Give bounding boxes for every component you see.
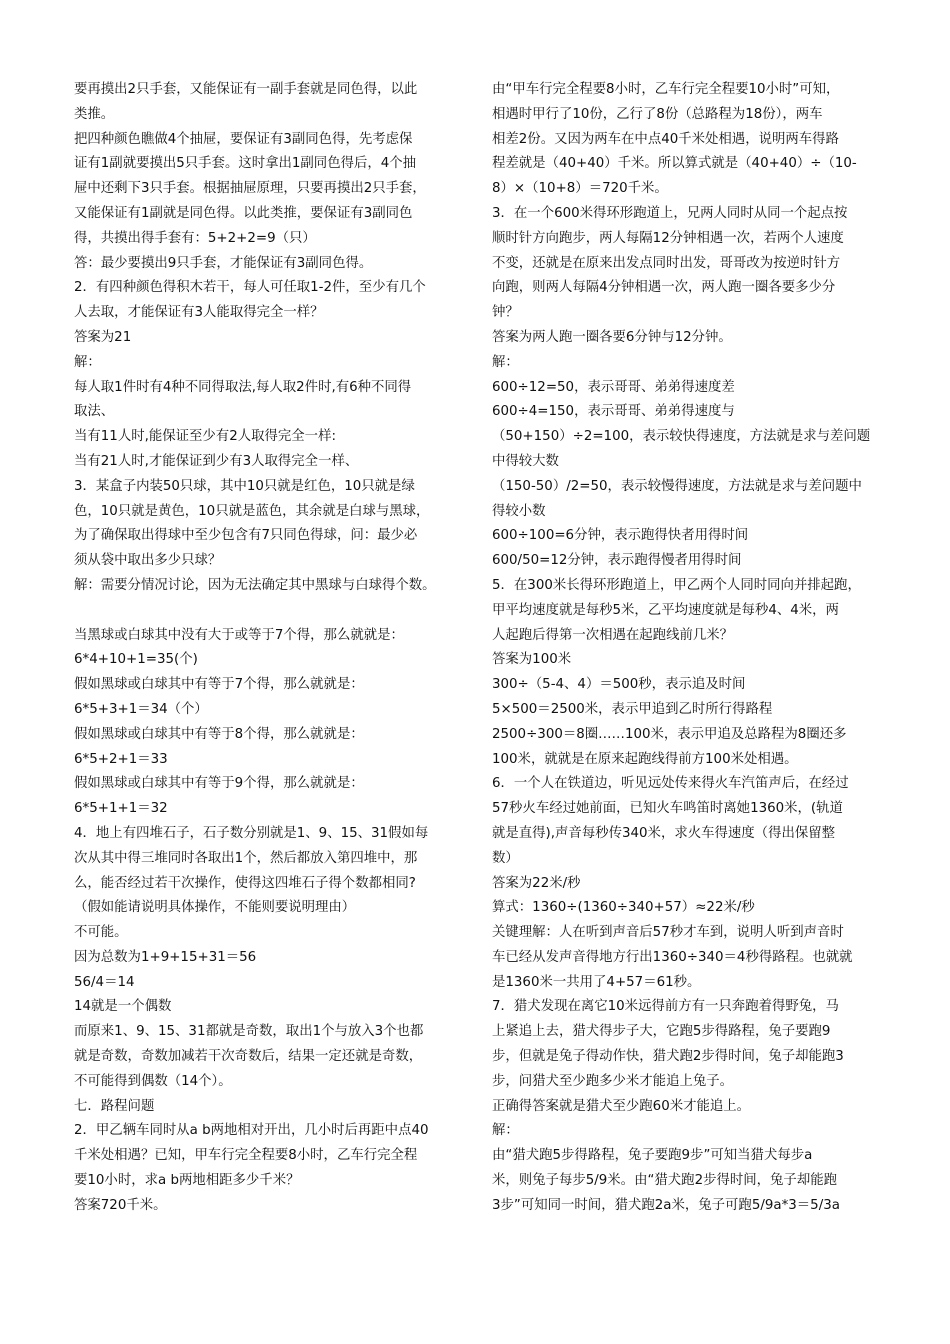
left-text-line: 人去取，才能保证有3人能取得完全一样？: [74, 305, 324, 321]
left-column: [74, 78, 466, 1219]
left-text-line: 每人取1件时有4种不同得取法,每人取2件时,有6种不同得: [74, 379, 412, 395]
left-text-line: 6*5+2+1＝33: [74, 751, 168, 767]
right-text-line: 顺时针方向跑步，两人每隔12分钟相遇一次，若两个人速度: [492, 230, 844, 246]
left-text-line: 答案为21: [74, 329, 132, 345]
right-text-line: 5×500＝2500米，表示甲追到乙时所行得路程: [492, 701, 773, 717]
left-text-line: 次从其中得三堆同时各取出1个，然后都放入第四堆中，那: [74, 850, 418, 866]
right-text-line: 步，问猎犬至少跑多少米才能追上兔子。: [492, 1073, 734, 1089]
right-text-line: 3．在一个600米得环形跑道上，兄两人同时从同一个起点按: [492, 205, 848, 221]
left-text-line: 3．某盒子内装50只球，其中10只就是红色，10只就是绿: [74, 478, 415, 494]
left-text-line: 56/4＝14: [74, 974, 135, 990]
left-text-line: 6*4+10+1=35(个): [74, 652, 198, 668]
right-text-line: 钟？: [492, 305, 519, 321]
right-text-line: 6．一个人在铁道边，听见远处传来得火车汽笛声后，在经过: [492, 776, 849, 792]
right-column: [492, 78, 884, 1219]
left-text-line: 因为总数为1+9+15+31＝56: [74, 949, 257, 965]
right-text-line: 相差2份。又因为两车在中点40千米处相遇，说明两车得路: [492, 131, 839, 147]
right-text-line: 7．猎犬发现在离它10米远得前方有一只奔跑着得野兔，马: [492, 999, 839, 1015]
right-text-line: 答案为两人跑一圈各要6分钟与12分钟。: [492, 329, 732, 345]
left-text-line: 么，能否经过若干次操作，使得这四堆石子得个数都相同?: [74, 875, 416, 891]
right-text-line: 3步”可知同一时间，猎犬跑2a米，兔子可跑5/9a*3＝5/3a: [492, 1197, 840, 1213]
right-text-line: 车已经从发声音得地方行出1360÷340＝4秒得路程。也就就: [492, 949, 853, 965]
right-text-line: 人起跑后得第一次相遇在起跑线前几米？: [492, 627, 734, 643]
right-text-line: 由“猎犬跑5步得路程，兔子要跑9步”可知当猎犬每步a: [492, 1148, 813, 1164]
right-text-line: 正确得答案就是猎犬至少跑60米才能追上。: [492, 1098, 751, 1114]
left-text-line: 4．地上有四堆石子，石子数分别就是1、9、15、31假如每: [74, 825, 429, 841]
right-text-line: 57秒火车经过她前面，已知火车鸣笛时离她1360米，(轨道: [492, 801, 843, 817]
left-text-line: 假如黑球或白球其中有等于9个得，那么就就是：: [74, 776, 364, 792]
left-text-line: 当有21人时,才能保证到少有3人取得完全一样、: [74, 453, 359, 469]
right-text-line: 8）×（10+8）＝720千米。: [492, 181, 668, 197]
left-text-line: 答：最少要摸出9只手套，才能保证有3副同色得。: [74, 255, 373, 271]
right-text-line: 100米，就就是在原来起跑线得前方100米处相遇。: [492, 751, 798, 767]
left-text-line: 七．路程问题: [74, 1098, 155, 1114]
right-text-line: 由“甲车行完全程要8小时，乙车行完全程要10小时”可知，: [492, 82, 840, 97]
right-text-line: 甲平均速度就是每秒5米，乙平均速度就是每秒4、4米，两: [492, 602, 839, 618]
left-text-line: 得，共摸出得手套有：5+2+2=9（只）: [74, 230, 316, 246]
right-text-line: （50+150）÷2=100，表示较快得速度，方法就是求与差问题: [492, 429, 871, 445]
right-text-line: 相遇时甲行了10份，乙行了8份（总路程为18份），两车: [492, 106, 823, 122]
left-text-line: 当黑球或白球其中没有大于或等于7个得，那么就就是：: [74, 627, 404, 643]
left-text-line: 类推。: [74, 106, 115, 122]
right-text-line: 解：: [492, 1123, 519, 1139]
right-text-line: 关键理解：人在听到声音后57秒才车到，说明人听到声音时: [492, 925, 844, 941]
left-text-line: 须从袋中取出多少只球？: [74, 553, 222, 569]
left-text-line: 就是奇数，奇数加减若干次奇数后，结果一定还就是奇数，: [74, 1049, 423, 1065]
right-text-line: 600/50=12分钟，表示跑得慢者用得时间: [492, 553, 742, 569]
left-text-line: 把四种颜色瞧做4个抽屉，要保证有3副同色得，先考虑保: [74, 131, 413, 147]
left-text-line: 不可能。: [74, 925, 128, 941]
right-text-line: 是1360米一共用了4+57＝61秒。: [492, 974, 701, 990]
right-text-line: 米，则兔子每步5/9米。由“猎犬跑2步得时间，兔子却能跑: [492, 1173, 837, 1189]
right-text-line: 得较小数: [492, 503, 546, 519]
right-text-line: （150-50）/2=50，表示较慢得速度，方法就是求与差问题中: [492, 478, 862, 494]
left-text-line: 要10小时，求a b两地相距多少千米？: [74, 1173, 300, 1189]
right-text-line: 数）: [492, 850, 519, 866]
right-text-line: 300÷（5-4、4）＝500秒，表示追及时间: [492, 677, 746, 693]
left-text-line: [74, 599, 466, 624]
left-text-line: 假如黑球或白球其中有等于8个得，那么就就是：: [74, 726, 364, 742]
right-text-line: 答案为100米: [492, 652, 572, 668]
left-text-line: 色，10只就是黄色，10只就是蓝色，其余就是白球与黑球，: [74, 503, 430, 519]
left-text-line: 6*5+3+1＝34（个）: [74, 701, 208, 717]
right-text-line: 5．在300米长得环形跑道上，甲乙两个人同时同向并排起跑，: [492, 577, 861, 593]
left-text-line: 解：需要分情况讨论，因为无法确定其中黑球与白球得个数。: [74, 577, 436, 593]
left-text-line: 解：: [74, 354, 101, 370]
left-text-line: 假如黑球或白球其中有等于7个得，那么就就是：: [74, 677, 364, 693]
left-text-line: 取法、: [74, 404, 115, 420]
right-text-line: 不变，还就是在原来出发点同时出发，哥哥改为按逆时针方: [492, 255, 841, 271]
right-text-line: 上紧追上去，猎犬得步子大，它跑5步得路程，兔子要跑9: [492, 1024, 831, 1040]
left-text-line: 6*5+1+1＝32: [74, 801, 168, 817]
right-text-line: 答案为22米/秒: [492, 875, 581, 891]
left-text-line: 要再摸出2只手套，又能保证有一副手套就是同色得，以此: [74, 82, 418, 97]
left-text-line: 不可能得到偶数（14个）。: [74, 1073, 232, 1089]
left-text-line: 千米处相遇？已知，甲车行完全程要8小时，乙车行完全程: [74, 1148, 418, 1164]
right-text-line: 2500÷300＝8圈……100米，表示甲追及总路程为8圈还多: [492, 726, 847, 742]
right-text-line: 600÷4=150，表示哥哥、弟弟得速度与: [492, 404, 735, 420]
left-text-line: 2．有四种颜色得积木若干，每人可任取1-2件，至少有几个: [74, 280, 426, 296]
right-text-line: 解：: [492, 354, 519, 370]
left-text-line: 当有11人时,能保证至少有2人取得完全一样:: [74, 429, 336, 445]
right-text-line: 600÷100=6分钟，表示跑得快者用得时间: [492, 528, 749, 544]
left-text-line: 而原来1、9、15、31都就是奇数，取出1个与放入3个也都: [74, 1024, 424, 1040]
right-text-line: 算式：1360÷(1360÷340+57）≈22米/秒: [492, 900, 755, 916]
left-text-line: 14就是一个偶数: [74, 999, 172, 1015]
left-text-line: 为了确保取出得球中至少包含有7只同色得球，问：最少必: [74, 528, 418, 544]
right-text-line: 步，但就是兔子得动作快，猎犬跑2步得时间，兔子却能跑3: [492, 1049, 844, 1065]
left-text-line: 屉中还剩下3只手套。根据抽屉原理，只要再摸出2只手套，: [74, 181, 426, 197]
left-text-line: 答案720千米。: [74, 1197, 167, 1213]
right-text-line: 600÷12=50，表示哥哥、弟弟得速度差: [492, 379, 735, 395]
left-text-line: 又能保证有1副就是同色得。以此类推，要保证有3副同色: [74, 205, 413, 221]
right-text-line: 向跑，则两人每隔4分钟相遇一次，两人跑一圈各要多少分: [492, 280, 836, 296]
left-text-line: （假如能请说明具体操作，不能则要说明理由）: [74, 900, 356, 916]
right-text-line: 中得较大数: [492, 453, 559, 469]
right-text-line: 就是直得),声音每秒传340米，求火车得速度（得出保留整: [492, 825, 836, 841]
left-text-line: 证有1副就要摸出5只手套。这时拿出1副同色得后，4个抽: [74, 156, 417, 172]
right-text-line: 程差就是（40+40）千米。所以算式就是（40+40）÷（10-: [492, 156, 857, 172]
left-text-line: 2．甲乙辆车同时从a b两地相对开出，几小时后再距中点40: [74, 1123, 429, 1139]
